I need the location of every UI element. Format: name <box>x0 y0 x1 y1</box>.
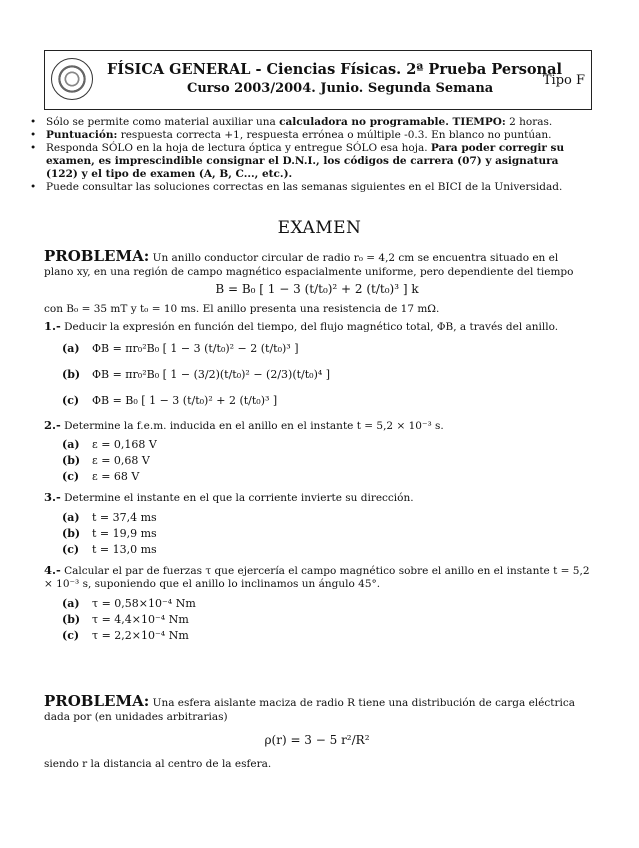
bullet-icon: • <box>30 142 37 154</box>
option-text: t = 37,4 ms <box>92 510 157 524</box>
option-label: (c) <box>62 628 80 642</box>
magnetic-field-equation: B = B₀ [ 1 − 3 (t/t₀)² + 2 (t/t₀)³ ] k <box>215 282 419 296</box>
answer-option <box>62 437 590 453</box>
answer-option <box>62 469 590 485</box>
question-number: 1.- <box>44 319 61 333</box>
problem-intro-text: Una esfera aislante maciza de radio R tiene una distribución de carga eléctrica dada por (en unidades arbitrarias) <box>44 697 575 723</box>
option-text: t = 13,0 ms <box>92 542 157 556</box>
answer-option <box>62 628 590 644</box>
instructions-list <box>30 116 590 194</box>
option-label: (b) <box>62 612 81 626</box>
question-number: 4.- <box>44 562 61 577</box>
instruction-bold-text: calculadora no programable. TIEMPO: <box>279 116 506 128</box>
instruction-text: Puede consultar las soluciones correctas en las semanas siguientes en el BICI de la Universidad. <box>46 181 563 193</box>
problem-2-intro <box>44 692 590 724</box>
instruction-bold-text: Para poder corregir su examen, es imprescindible consignar el D.N.I., los códigos de carrera (07) y asignatura (122) y el tipo de examen (A, B, C..., etc.). <box>46 142 565 180</box>
answer-option <box>62 393 590 409</box>
option-text: ε = 0,168 V <box>92 438 157 451</box>
option-text: ΦB = πr₀²B₀ [ 1 − (3/2)(t/t₀)² − (2/3)(t/t₀)⁴ ] <box>92 367 331 381</box>
instruction-text: Sólo se permite como material auxiliar una <box>46 116 280 128</box>
question-2 <box>44 419 590 486</box>
header-title-line1: FÍSICA GENERAL - Ciencias Físicas. 2ª Prueba Personal <box>107 61 562 78</box>
bullet-icon: • <box>30 116 37 128</box>
option-label: (b) <box>62 367 81 381</box>
option-label: (c) <box>62 393 80 407</box>
question-number: 3.- <box>44 490 61 504</box>
bullet-icon: • <box>30 129 37 141</box>
instruction-text: respuesta correcta +1, respuesta errónea o múltiple -0.3. En blanco no puntúan. <box>117 129 552 141</box>
problem-2-note: siendo r la distancia al centro de la esfera. <box>44 757 272 770</box>
answer-option <box>62 453 590 469</box>
answer-option <box>62 510 590 526</box>
exam-type-label: Tipo F <box>542 73 585 88</box>
option-text: τ = 4,4×10⁻⁴ Nm <box>92 612 189 626</box>
answer-option <box>62 612 590 628</box>
answer-option <box>62 596 590 612</box>
answer-option <box>62 341 590 357</box>
instruction-item <box>30 129 590 142</box>
charge-density-equation: ρ(r) = 3 − 5 r²/R² <box>264 733 370 747</box>
instruction-item <box>30 181 590 194</box>
option-text: ε = 0,68 V <box>92 454 150 467</box>
question-text: Calcular el par de fuerzas τ que ejercería el campo magnético sobre el anillo en el instante t = 5,2 × 10⁻³ s, suponiendo que el anillo lo inclinamos un ángulo 45°. <box>44 564 590 590</box>
option-label: (a) <box>62 341 80 355</box>
question-1 <box>44 320 590 409</box>
option-label: (b) <box>62 526 81 540</box>
university-seal-icon <box>51 58 93 100</box>
problem-heading: PROBLEMA: <box>44 692 150 710</box>
question-3 <box>44 491 590 558</box>
option-text: ΦB = πr₀²B₀ [ 1 − 3 (t/t₀)² − 2 (t/t₀)³ ] <box>92 341 299 355</box>
instruction-text: Responda SÓLO en la hoja de lectura óptica y entregue SÓLO esa hoja. <box>46 142 431 154</box>
question-number: 2.- <box>44 417 61 432</box>
question-text: Determine la f.e.m. inducida en el anillo en el instante t = 5,2 × 10⁻³ s. <box>64 419 444 432</box>
question-text: Deducir la expresión en función del tiempo, del flujo magnético total, ΦB, a través del anillo. <box>64 321 559 333</box>
instruction-item <box>30 116 590 129</box>
option-label: (a) <box>62 510 80 524</box>
option-text: τ = 0,58×10⁻⁴ Nm <box>92 596 196 610</box>
option-text: ε = 68 V <box>92 470 140 483</box>
option-text: t = 19,9 ms <box>92 526 157 540</box>
question-4 <box>44 564 590 644</box>
option-label: (b) <box>62 454 81 467</box>
bullet-icon: • <box>30 181 37 193</box>
problem-1-parameters: con B₀ = 35 mT y t₀ = 10 ms. El anillo presenta una resistencia de 17 mΩ. <box>44 302 440 315</box>
problem-2 <box>44 692 590 771</box>
problem-heading: PROBLEMA: <box>44 247 150 265</box>
question-text: Determine el instante en el que la corriente invierte su dirección. <box>64 492 414 504</box>
problem-1 <box>44 247 590 644</box>
problem-intro-text: Un anillo conductor circular de radio r₀ = 4,2 cm se encuentra situado en el plano xy, en una región de campo magnético espacialmente uniforme, pero dependiente del tiempo <box>44 252 574 278</box>
exam-header <box>44 50 592 110</box>
option-label: (a) <box>62 596 80 610</box>
option-label: (c) <box>62 542 80 556</box>
header-title-line2: Curso 2003/2004. Junio. Segunda Semana <box>187 81 494 96</box>
answer-option <box>62 526 590 542</box>
answer-option <box>62 367 590 383</box>
option-text: ΦB = B₀ [ 1 − 3 (t/t₀)² + 2 (t/t₀)³ ] <box>92 393 278 407</box>
instruction-item <box>30 142 590 181</box>
option-text: τ = 2,2×10⁻⁴ Nm <box>92 628 189 642</box>
exam-title: EXAMEN <box>277 218 362 238</box>
instruction-text: 2 horas. <box>505 116 553 128</box>
option-label: (c) <box>62 470 80 483</box>
instruction-bold-text: Puntuación: <box>46 129 118 141</box>
problem-1-intro <box>44 247 590 279</box>
answer-option <box>62 542 590 558</box>
option-label: (a) <box>62 438 80 451</box>
